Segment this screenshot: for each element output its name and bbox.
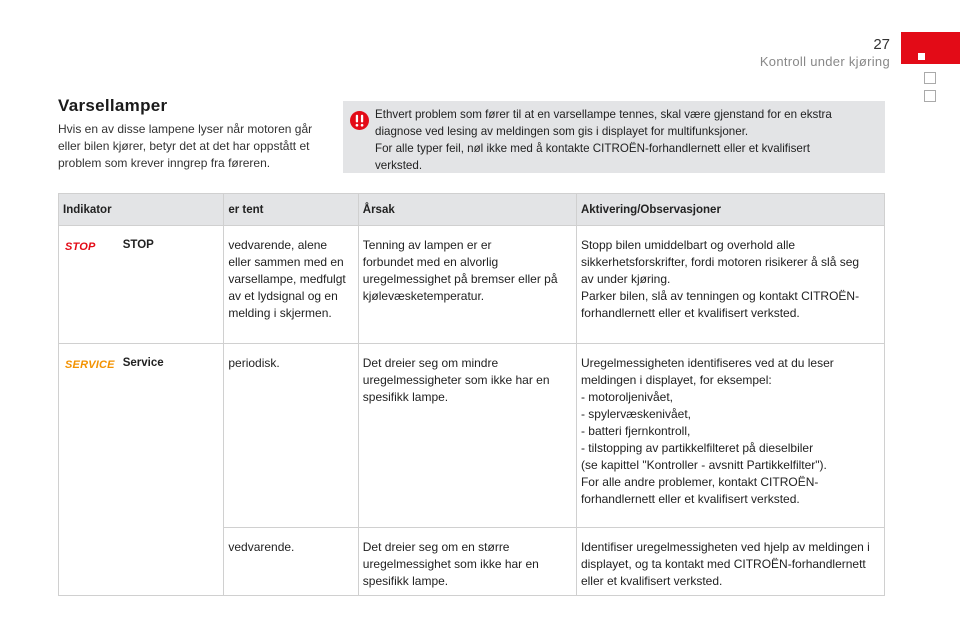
cell-line: varsellampe, medfulgt	[228, 272, 346, 286]
cell-line: Parker bilen, slå av tenningen og kontakt CITROËN-	[580, 289, 860, 303]
cell-line: spesifikk lampe.	[362, 390, 449, 404]
indicator-name	[119, 528, 224, 596]
cause-cell	[358, 528, 576, 596]
cell-line: periodisk.	[228, 356, 280, 370]
action-cell	[576, 226, 884, 344]
cell-line: - tilstopping av partikkelfilteret på dieselbiler	[580, 441, 814, 455]
indicator-icon-cell	[59, 344, 119, 528]
cell-line: uregelmessighet som ikke har en	[362, 557, 539, 571]
cell-line: Det dreier seg om mindre	[362, 356, 499, 370]
state-cell	[224, 226, 358, 344]
cell-line: uregelmessigheter som ikke har en	[362, 373, 550, 387]
warning-line: verksted.	[375, 159, 423, 172]
table-row	[59, 226, 885, 344]
cell-line: Identifiser uregelmessigheten ved hjelp av meldingen i	[580, 540, 870, 554]
header-indikator: Indikator	[59, 194, 224, 226]
table-row	[59, 344, 885, 528]
cell-line: meldingen i displayet, for eksempel:	[580, 373, 772, 387]
chapter-tab	[901, 32, 960, 64]
cell-line: Tenning av lampen er er	[362, 238, 492, 252]
nav-square-icon	[924, 72, 936, 84]
cell-line: kjølevæsketemperatur.	[362, 289, 485, 303]
section-title: Varsellamper	[58, 96, 168, 115]
header-arsak: Årsak	[358, 194, 576, 226]
cell-line: eller sammen med en	[228, 255, 344, 269]
indicator-name: Service	[119, 344, 224, 528]
warning-text	[375, 106, 875, 174]
cell-line: - motoroljenivået,	[580, 390, 673, 404]
table-row	[59, 528, 885, 596]
cell-line: - batteri fjernkontroll,	[580, 424, 691, 438]
indicator-icon-cell	[59, 528, 119, 596]
chapter-title: Kontroll under kjøring	[759, 54, 890, 69]
table-header-row	[59, 194, 885, 226]
cell-line: spesifikk lampe.	[362, 574, 449, 588]
cell-line: vedvarende.	[228, 540, 295, 554]
cell-line: forbundet med en alvorlig	[362, 255, 499, 269]
cell-line: Stopp bilen umiddelbart og overhold alle	[580, 238, 796, 252]
cell-line: - spylervæskenivået,	[580, 407, 691, 421]
cell-line: forhandlernett eller et kvalifisert verksted.	[580, 306, 800, 320]
cell-line: av et lydsignal og en	[228, 289, 338, 303]
warning-box	[343, 101, 885, 173]
cell-line: displayet, og ta kontakt med CITROËN-forhandlernett	[580, 557, 866, 571]
cause-cell	[358, 226, 576, 344]
warning-line: diagnose ved lesing av meldingen som gis i displayet for multifunksjoner.	[375, 125, 749, 138]
header-er-tent: er tent	[224, 194, 358, 226]
indicator-icon-cell	[59, 226, 119, 344]
page-number: 27	[873, 36, 890, 53]
state-cell	[224, 528, 358, 596]
exclamation-warning-icon	[350, 111, 369, 130]
cell-line: vedvarende, alene	[228, 238, 328, 252]
header-aktivering: Aktivering/Observasjoner	[576, 194, 884, 226]
cell-line: Uregelmessigheten identifiseres ved at du leser	[580, 356, 834, 370]
cause-cell	[358, 344, 576, 528]
warning-line: Ethvert problem som fører til at en varsellampe tennes, skal være gjenstand for en ekstra	[375, 108, 832, 121]
cell-line: For alle andre problemer, kontakt CITROËN-	[580, 475, 819, 489]
cell-line: uregelmessighet på bremser eller på	[362, 272, 558, 286]
cell-line: eller et kvalifisert verksted.	[580, 574, 723, 588]
action-cell	[576, 528, 884, 596]
state-cell	[224, 344, 358, 528]
cell-line: av under kjøring.	[580, 272, 671, 286]
cell-line: (se kapittel "Kontroller - avsnitt Partikkelfilter").	[580, 458, 827, 472]
warning-line: For alle typer feil, nøl ikke med å kontakte CITROËN-forhandlernett eller et kvalifisert	[375, 142, 810, 155]
cell-line: Det dreier seg om en større	[362, 540, 510, 554]
action-cell	[576, 344, 884, 528]
indicator-name: STOP	[119, 226, 224, 344]
cell-line: melding i skjermen.	[228, 306, 332, 320]
intro-text: Hvis en av disse lampene lyser når motoren går eller bilen kjører, betyr det at det har oppstått et problem som krever inngrep fra føreren.	[58, 122, 313, 170]
cell-line: forhandlernett eller et kvalifisert verksted.	[580, 492, 800, 506]
nav-square-icon	[924, 90, 936, 102]
cell-line: sikkerhetsforskrifter, fordi motoren risikerer å slå seg	[580, 255, 860, 269]
stop-lamp-icon: STOP	[65, 241, 96, 253]
chapter-tab-square-icon	[918, 53, 925, 60]
service-lamp-icon: SERVICE	[65, 359, 115, 371]
warning-lamps-table	[58, 193, 885, 596]
